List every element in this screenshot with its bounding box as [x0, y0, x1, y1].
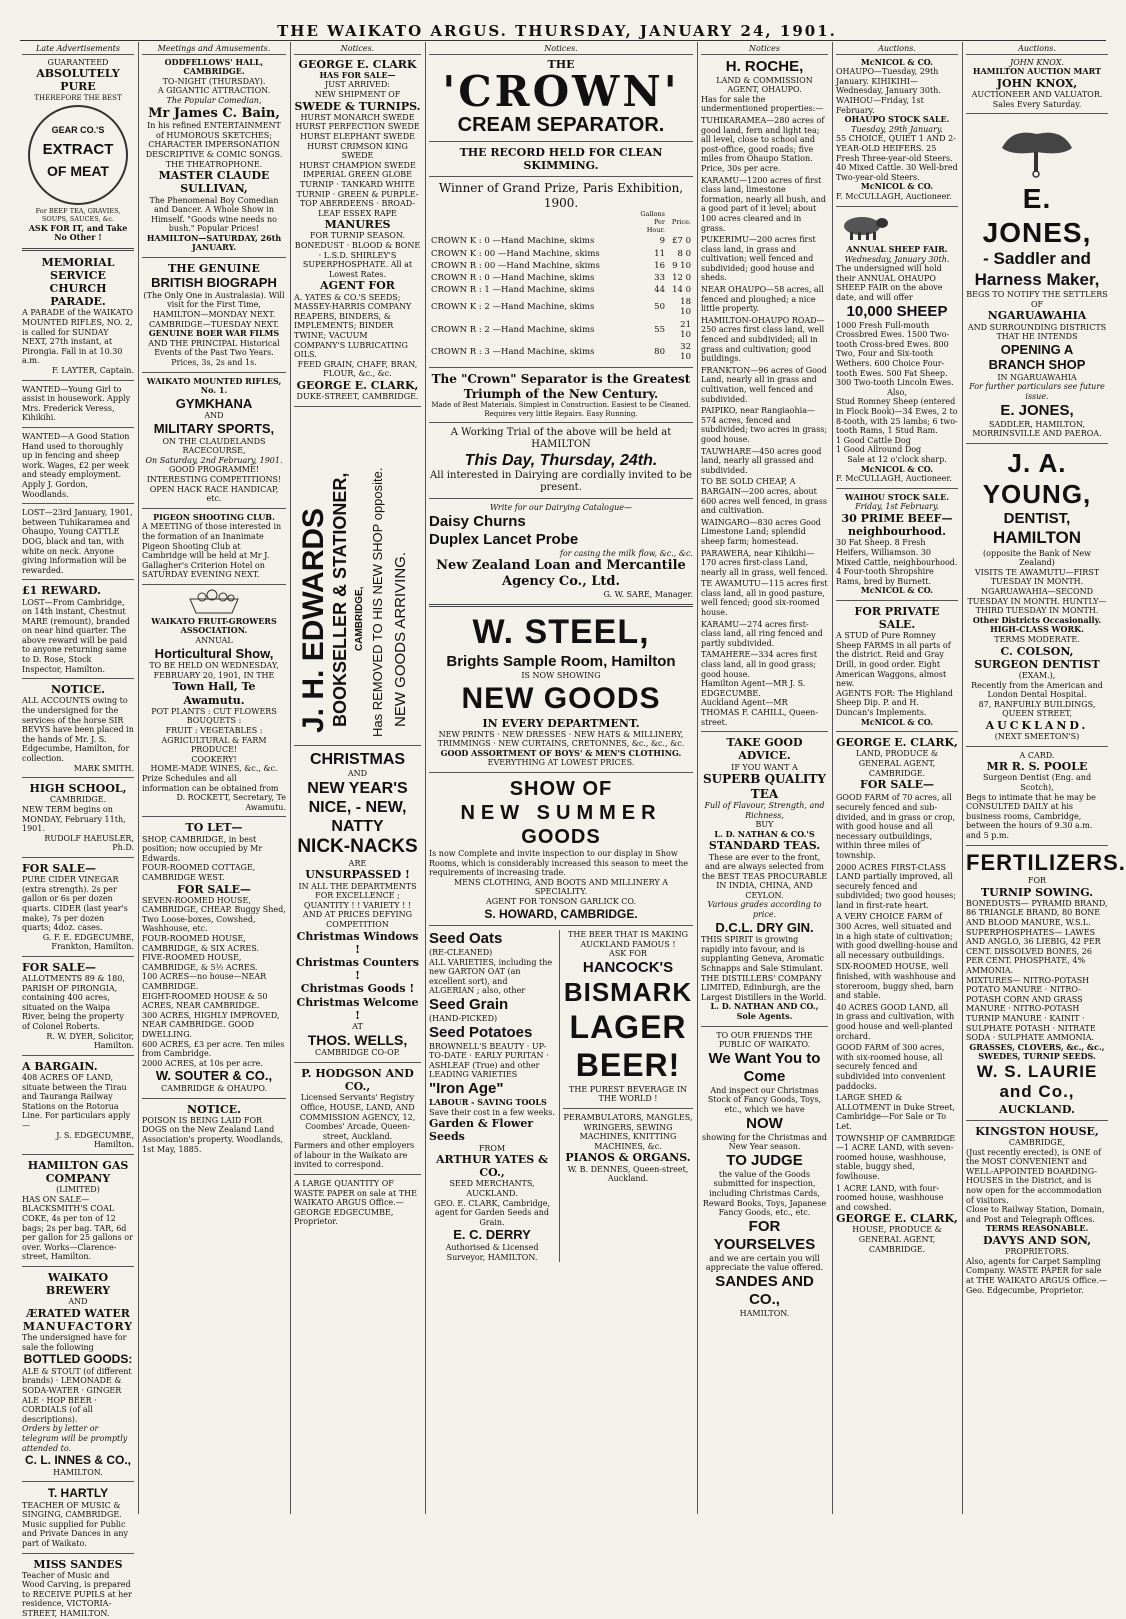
sale-item: 600 ACRES, £3 per acre. Ten miles from Cambridge.	[142, 1039, 285, 1059]
sale-item: 100 ACRES—no house—NEAR CAMBRIDGE.	[142, 972, 267, 992]
column-6: Auctions. McNICOL & CO. OHAUPO—Tuesday, 29th January. KIHIKIHI—Wednesday, January 30th. WAIHOU—Friday, 1st February. OHAUPO STOCK SALE. Tuesday, 29th January. 55 CHOICE, QUIET 1 AND 2-YEAR-OLD HEIFERS. 25 Fresh Three-year-old Steers. 40 Mixed Cattle. 30 Well-bred Two-year-old Steers. McNICOL & CO. F. McCULLAGH, Auctioneer. ANNUAL SHEEP FAIR. Wednesday, January 30th. The undersigned will hold their ANNUAL OHAUPO SHEEP FAIR on the above date, and will offer 10,000 SHEEP 1000 Fresh Full-mouth Crossbred Ewes. 1500 Two-tooth Cross-bred Ewes. 800 Two, Four and Six-tooth Wethers. 600 Choice Four-tooth Ewes. 500 Fat Sheep. 300 Two-tooth Lincoln Ewes. Also, Stud Romney Sheep (entered in Flock Book)—34 Ewes, 2 to 8-tooth, with 25 lambs; 6 two-tooth Rams, 1 Stud Ram. 1 Good Cattle Dog 1 Good Allround Dog Sale at 12 o'clock sharp. McNICOL & CO. F. McCULLAGH, Auctioneer. WAIHOU STOCK SALE. Friday, 1st February. 30 PRIME BEEF—neighbourhood. 30 Fat Sheep. 8 Fresh Heifers, Williamson. 30 Mixed Cattle, neighbourhood. 4 Four-tooth Shropshire Rams, bred by Burnett. McNICOL & CO. FOR PRIVATE SALE. A STUD of Pure Romney Sheep FARMS in all parts of the district. Reid and Gray Drill, in good order. Eight American Waggons, almost new. AGENTS FOR: The Highland Sheep Dip. P. and H. Duncan's Implements. McNICOL & CO. GEORGE E. CLARK, LAND, PRODUCE & GENERAL AGENT, CAMBRIDGE. FOR SALE— GOOD FARM of 70 acres, all securely fenced and sub-divided, and in grass or crop, with good house and all necessary outbuildings, within three miles of township. 2000 ACRES FIRST-CLASS LAND partially improved, all securely fenced and subdivided; two good houses; land in first-rate heart. A VERY CHOICE FARM of 300 Acres, well situated and in a high state of cultivation; with good dwelling-house and all necessary outbuildings. SIX-ROOMED HOUSE, well finished, with washhouse and storeroom, buggy shed, barn and stable. 40 ACRES GOOD LAND, all in grass and cultivation, with good house and well-planted orchard. GOOD FARM of 300 acres, with six-roomed house, all securely fenced and subdivided into convenient paddocks. LARGE SHED & ALLOTMENT in Duke Street, Cambridge—For Sale or To Let. TOWNSHIP OF CAMBRIDGE—1 ACRE LAND, with seven-roomed house, washhouse, stable, buggy shed, fowlhouse. 1 ACRE LAND, with four-roomed house, washhouse and cowshed. GEORGE E. CLARK, HOUSE, PRODUCE & GENERAL AGENT, CAMBRIDGE.	[836, 44, 958, 1254]
sale-item: 2000 ACRES FIRST-CLASS LAND partially improved, all securely fenced and subdivided; two good houses; land in first-rate heart.	[836, 862, 956, 910]
hancock-ad: THE BEER THAT IS MAKING AUCKLAND FAMOUS ! ASK FOR HANCOCK'S BISMARK LAGER BEER! THE PUREST BEVERAGE IN THE WORLD ! PERAMBULATORS, MANGLES, WRINGERS, SEWING MACHINES, KNITTING MACHINES, &c. PIANOS & ORGANS. W. B. DENNES, Queen-street, Auckland.	[559, 930, 693, 1262]
column-rule	[425, 42, 426, 1514]
column-header: Notices.	[294, 44, 421, 55]
column-5: Notices H. ROCHE, LAND & COMMISSION AGENT, OHAUPO. Has for sale the undermentioned properties:— TUHIKARAMEA—280 acres of good land, fern and light tea; all level, close to school and post-office, good roads; five miles from Ohaupo Station. Price, 30s per acre. KARAMU—1200 acres of first class land, limestone formation, nearly all bush, and a good part of it level; about 100 acres cleared and in grass. PUKERIMU—200 acres first class land, in grass and cultivation; well fenced and subdivided; good house and sheds. NEAR OHAUPO—58 acres, all fenced and ploughed; a nice little property. HAMILTON-OHAUPO ROAD—250 acres first class land, well fenced and subdivided; all in grass and cultivation; good buildings. FRANKTON—96 acres of Good Land, nearly all in grass and cultivation, well fenced and subdivided. PAIPIKO, near Rangiaohia—574 acres, fenced and subdivided; two acres in grass; good house. TAUWHARE—450 acres good land, nearly all grassed and subdivided. TO BE SOLD CHEAP, A BARGAIN—200 acres, about 600 acres well fenced, in grass and cultivation. WAINGARO—830 acres Good Limestone Land; splendid sheep farm; homestead. PARAWERA, near Kihikihi—170 acres first-class Land, nearly all in grass, well fenced. TE AWAMUTU—115 acres first class land, all in good pasture, well fenced; good six-roomed house. KARAMU—274 acres first-class land, all ring fenced and partly subdivided. TAMAHERE—334 acres first class land, all in good grass; good house. Hamilton Agent—MR J. S. EDGECUMBE. Auckland Agent—MR THOMAS F. CAHILL, Queen-street. TAKE GOOD ADVICE. IF YOU WANT A SUPERB QUALITY TEA Full of Flavour, Strength, and Richness, BUY L. D. NATHAN & CO.'S STANDARD TEAS. These are ever to the front, and are always selected from the BEST TEAS PROCURABLE IN INDIA, CHINA, AND CEYLON. Various grades according to price. D.C.L. DRY GIN. THIS SPIRIT is growing rapidly into favour, and is supplanting Geneva, Aromatic Schnapps and Sale Stimulant. THE DISTILLERS' COMPANY LIMITED, Edinburgh, are the Largest Distillers in the World. L. D. NATHAN AND CO., Sole Agents. TO OUR FRIENDS THE PUBLIC OF WAIKATO. We Want You to Come And inspect our Christmas Stock of Fancy Goods, Toys, etc., which we have NOW showing for the Christmas and New Year season. TO JUDGE the value of the Goods submitted for inspection, including Christmas Cards, Reward Books, Toys, Japanese Fancy Goods, etc., etc. FOR YOURSELVES and we are certain you will appreciate the value offered. SANDES AND CO., HAMILTON.	[701, 44, 828, 1318]
property-listing: TE AWAMUTU—115 acres first class land, all in good pasture, well fenced; good six-roomed house.	[701, 579, 828, 618]
sale-item: 1 ACRE LAND, with four-roomed house, washhouse and cowshed.	[836, 1183, 944, 1212]
column-header: Notices	[701, 44, 828, 55]
column-4: Notices. THE 'CROWN' CREAM SEPARATOR. THE RECORD HELD FOR CLEAN SKIMMING. Winner of Grand Prize, Paris Exhibition, 1900. Gallons Per Hour. Price. CROWN K : 0 —Hand Machine, skims 9 £7 0 CROWN K : 00 —Hand Machine, skims 11 8 0 CROWN R : 00 —Hand Machine, skims 16 9 10 CROWN R : 0 —Hand Machine, skims 33 12 0 CROWN R : 1 —Hand Machine, skims 44 14 0 CROWN K : 2 —Hand Machine, skims 50 18 10 CROWN R : 2 —Hand Machine, skims 55 21 10 CROWN R : 3 —Hand Machine, skims 80 32 10 The "Crown" Separator is the Greatest Triumph of the New Century. Made of Best Materials. Simplest in Construction. Easiest to be Cleaned. Requires very little Repairs. Easy Running. A Working Trial of the above will be held at HAMILTON This Day, Thursday, 24th. All interested in Dairying are cordially invited to be present. Write for our Dairying Catalogue— Daisy Churns Duplex Lancet Probe for casing the milk flow, &c., &c. New Zealand Loan and Mercantile Agency Co., Ltd. G. W. SARE, Manager. W. STEEL, Brights Sample Room, Hamilton IS NOW SHOWING NEW GOODS IN EVERY DEPARTMENT. NEW PRINTS · NEW DRESSES · NEW HATS & MILLINERY, TRIMMINGS · NEW CURTAINS, CRETONNES, &c., &c., &c. GOOD ASSORTMENT OF BOYS' & MEN'S CLOTHING. EVERYTHING AT LOWEST PRICES. SHOW OF NEW SUMMER GOODS Is now Complete and invite inspection to our display in Show Rooms, which is considerably increased this season to meet the requirements of increasing trade. MENS CLOTHING, AND BOOTS AND MILLINERY A SPECIALITY. AGENT FOR TONSON GARLICK CO. S. HOWARD, CAMBRIDGE. Seed Oats (RE-CLEANED) ALL VARIETIES, including the new GARTON OAT (an excellent sort), and ALGERIAN ; also, other Seed Grain (HAND-PICKED) Seed Potatoes BROWNELL'S BEAUTY · UP-TO-DATE · EARLY PURITAN · ASHLEAF (True) and other LEADING VARIETIES "Iron Age" LABOUR - SAVING TOOLS Save their cost in a few weeks. Garden & Flower Seeds FROM ARTHUR YATES & CO., SEED MERCHANTS, AUCKLAND. GEO. E. CLARK, Cambridge, agent for Garden Seeds and Grain. E. C. DERRY Authorised & Licensed Surveyor, HAMILTON. THE BEER THAT IS MAKING AUCKLAND FAMOUS ! ASK FOR HANCOCK'S BISMARK LAGER BEER! THE PUREST BEVERAGE IN THE WORLD ! PERAMBULATORS, MANGLES, WRINGERS, SEWING MACHINES, KNITTING MACHINES, &c. PIANOS & ORGANS. W. B. DENNES, Queen-street, Auckland.	[429, 44, 693, 1262]
sale-item: LARGE SHED & ALLOTMENT in Duke Street, Cambridge—For Sale or To Let.	[836, 1093, 955, 1131]
top-rule	[20, 40, 1106, 41]
column-header: Notices.	[429, 44, 693, 55]
column-rule	[290, 42, 291, 1514]
sale-item: EIGHT-ROOMED HOUSE & 50 ACRES, NEAR CAMBRIDGE.	[142, 991, 268, 1011]
property-listing: TUHIKARAMEA—280 acres of good land, fern and light tea; all level, close to school and post-office, good roads; five miles from Ohaupo Station. Price, 30s per acre.	[701, 115, 825, 173]
sale-item: SIX-ROOMED HOUSE, well finished, with washhouse and storeroom, buggy shed, barn and stable.	[836, 962, 956, 1001]
property-listing: TO BE SOLD CHEAP, A BARGAIN—200 acres, about 600 acres well fenced, in grass and cultivation.	[701, 477, 827, 516]
masthead: THE WAIKATO ARGUS. THURSDAY, JANUARY 24, 1901.	[277, 22, 837, 40]
column-3: Notices. GEORGE E. CLARK HAS FOR SALE— JUST ARRIVED: NEW SHIPMENT OF SWEDE & TURNIPS. HURST MONARCH SWEDE HURST PERFECTION SWEDE HURST ELEPHANT SWEDE HURST CRIMSON KING SWEDE HURST CHAMPION SWEDE IMPERIAL GREEN GLOBE TURNIP · TANKARD WHITE TURNIP · GREEN & PURPLE-TOP ABERDEENS · BROAD-LEAF ESSEX RAPE MANURES FOR TURNIP SEASON. BONEDUST · BLOOD & BONE · L.S.D. SHIRLEY'S SUPERPHOSPHATE. All at Lowest Rates. AGENT FOR A. YATES & CO.'S SEEDS; MASSEY-HARRIS COMPANY REAPERS, BINDERS, & IMPLEMENTS; BINDER TWINE; VACUUM COMPANY'S LUBRICATING OILS. FEED GRAIN, CHAFF, BRAN, FLOUR, &c., &c. GEORGE E. CLARK, DUKE-STREET, CAMBRIDGE. J. H. EDWARDS BOOKSELLER & STATIONER, CAMBRIDGE, Has REMOVED TO HIS NEW SHOP opposite. NEW GOODS ARRIVING. CHRISTMAS AND NEW YEAR'S NICE, - NEW, NATTY NICK-NACKS ARE UNSURPASSED ! IN ALL THE DEPARTMENTS FOR EXCELLENCE ; QUANTITY ! ! VARIETY ! ! AND AT PRICES DEFYING COMPETITION Christmas Windows ! Christmas Counters ! Christmas Goods ! Christmas Welcome ! AT THOS. WELLS, CAMBRIDGE CO-OP. P. HODGSON AND CO., Licensed Servants' Registry Office, HOUSE, LAND, AND COMMISSION AGENCY, 12, Coombes' Arcade, Queen-street, Auckland. Farmers and other employers of labour in the Waikato are invited to correspond. A LARGE QUANTITY OF WASTE PAPER on sale at THE WAIKATO ARGUS Office.—GEORGE EDGECUMBE, Proprietor.	[294, 44, 421, 1227]
property-listing: HAMILTON-OHAUPO ROAD—250 acres first class land, well fenced and subdivided; all in grass and cultivation; good buildings.	[701, 315, 825, 364]
reward-title: £1 REWARD.	[22, 584, 101, 598]
table-row: CROWN R : 00 —Hand Machine, skims 16 9 10	[431, 260, 691, 271]
column-header: Late Advertisements	[22, 44, 134, 55]
table-row: CROWN R : 3 —Hand Machine, skims 80 32 10	[431, 342, 691, 363]
property-listing: WAINGARO—830 acres Good Limestone Land; splendid sheep farm; homestead.	[701, 517, 821, 546]
crown-ad: THE 'CROWN' CREAM SEPARATOR. THE RECORD HELD FOR CLEAN SKIMMING. Winner of Grand Prize, Paris Exhibition, 1900.	[429, 58, 693, 210]
column-1: Late Advertisements GUARANTEED ABSOLUTELY PURE THEREFORE THE BEST GEAR CO.'S EXTRACT OF MEAT For BEEF TEA, GRAVIES, SOUPS, SAUCES, &c. ASK FOR IT, and Take No Other ! MEMORIAL SERVICE CHURCH PARADE. A PARADE of the WAIKATO MOUNTED RIFLES, NO. 2, is called for SUNDAY NEXT, 27th instant, at Pirongia. Fall in at 10.30 a.m. F. LAYTER, Captain. WANTED—Young Girl to assist in housework. Apply Mrs. Frederick Veress, Kihikihi. WANTED—A Good Station Hand used to thoroughly up in fencing and sheep work. Wages, £2 per week and steady employment. Apply J. Gordon, Woodlands. LOST—23rd January, 1901, between Tuhikaramea and Ohaupo, Young CATTLE DOG, black and tan, with white on neck. Anyone giving information will be rewarded. £1 REWARD. LOST—From Cambridge, on 14th instant, Chestnut MARE (remount), branded on near hind quarter. The above reward will be paid to anyone returning same to D. Rose, Stock Inspector, Hamilton. NOTICE. ALL ACCOUNTS owing to the undersigned for the services of the horse SIR BEVYS have been placed in the hands of Mr. J. S. Edgecumbe, Hamilton, for collection. MARK SMITH. HIGH SCHOOL, CAMBRIDGE. NEW TERM begins on MONDAY, February 11th, 1901. RUDOLF HAEUSLER, Ph.D. FOR SALE— PURE CIDER VINEGAR (extra strength). 2s per gallon or 6s per dozen quarts. CIDER (last year's make), 7s per dozen quarts; 4doz. cases. G. F. E. EDGECUMBE, Frankton, Hamilton. FOR SALE— ALLOTMENTS 89 & 180, PARISH OF PIRONGIA, containing 400 acres, situated on the Waipa River, being the property of Colonel Roberts. R. W. DYER, Solicitor, Hamilton. A BARGAIN. 408 ACRES OF LAND, situate between the Tirau and Tauranga Railway Stations on the Rotorua Line. For particulars apply— J. S. EDGECUMBE, Hamilton. HAMILTON GAS COMPANY (LIMITED) HAS ON SALE— BLACKSMITH'S COAL COKE, 4s per ton of 12 bags; 2s per bag. TAR, 6d per gallon for 25 gallons or over. Works—Clarence-street, Hamilton. WAIKATO BREWERY AND ÆRATED WATER MANUFACTORY The undersigned have for sale the following BOTTLED GOODS: ALE & STOUT (of different brands) · LEMONADE & SODA-WATER · GINGER ALE · HOP BEER · CORDIALS (of all descriptions). Orders by letter or telegram will be promptly attended to. C. L. INNES & CO., HAMILTON. T. HARTLY TEACHER OF MUSIC & SINGING, CAMBRIDGE. Music supplied for Public and Private Dances in any part of Waikato. MISS SANDES Teacher of Music and Wood Carving, is prepared to RECEIVE PUPILS at her residence, VICTORIA-STREET, HAMILTON.	[22, 44, 134, 1619]
property-listing: PAIPIKO, near Rangiaohia—574 acres, fenced and subdivided; two acres in grass; good house.	[701, 406, 828, 444]
property-listing: KARAMU—1200 acres of first class land, limestone formation, nearly all bush, and a good part of it level; about 100 acres cleared and in grass.	[701, 175, 826, 233]
tolet-item: FOUR-ROOMED COTTAGE, CAMBRIDGE WEST.	[142, 863, 256, 882]
property-listing: PUKERIMU—200 acres first class land, in grass and cultivation; well fenced and subdivided; good house and sheds.	[701, 235, 816, 283]
yates-ad: Seed Oats (RE-CLEANED) ALL VARIETIES, including the new GARTON OAT (an excellent sort), and ALGERIAN ; also, other Seed Grain (HAND-PICKED) Seed Potatoes BROWNELL'S BEAUTY · UP-TO-DATE · EARLY PURITAN · ASHLEAF (True) and other LEADING VARIETIES "Iron Age" LABOUR - SAVING TOOLS Save their cost in a few weeks. Garden & Flower Seeds FROM ARTHUR YATES & CO., SEED MERCHANTS, AUCKLAND. GEO. E. CLARK, Cambridge, agent for Garden Seeds and Grain. E. C. DERRY Authorised & Licensed Surveyor, HAMILTON.	[429, 930, 555, 1262]
edwards-vertical-ad: J. H. EDWARDS BOOKSELLER & STATIONER, CAMBRIDGE, Has REMOVED TO HIS NEW SHOP opposite. NEW GOODS ARRIVING.	[297, 467, 409, 737]
sale-item: GOOD FARM of 70 acres, all securely fenced and sub-divided, and in grass or crop, with good house and all necessary outbuildings, within three miles of township.	[836, 793, 956, 860]
sale-item: FOUR-ROOMED HOUSE, CAMBRIDGE, & SIX ACRES.	[142, 934, 259, 953]
property-listing: FRANKTON—96 acres of Good Land, nearly all in grass and cultivation, well fenced and subdivided.	[701, 365, 827, 404]
column-rule	[697, 42, 698, 1514]
column-header: Meetings and Amusements.	[142, 44, 286, 55]
sale-item: GOOD FARM of 300 acres, with six-roomed house, all securely fenced and subdivided into convenient paddocks.	[836, 1043, 946, 1091]
column-header: Auctions.	[966, 44, 1108, 55]
sale-item: TOWNSHIP OF CAMBRIDGE—1 ACRE LAND, with seven-roomed house, washhouse, stable, buggy shed, fowlhouse.	[836, 1133, 956, 1181]
sale-item: 40 ACRES GOOD LAND, all in grass and cultivation, with good house and well-planted orchard.	[836, 1002, 955, 1041]
wanted-ad: WANTED—Young Girl to assist in housework. Apply Mrs. Frederick Veress, Kihikihi.	[22, 384, 131, 423]
property-listing: PARAWERA, near Kihikihi—170 acres first-class Land, nearly all in grass, well fenced.	[701, 548, 828, 577]
table-row: CROWN R : 2 —Hand Machine, skims 55 21 10	[431, 319, 691, 340]
sheep-icon	[836, 213, 892, 241]
gear-ad: GUARANTEED ABSOLUTELY PURE THEREFORE THE BEST GEAR CO.'S EXTRACT OF MEAT For BEEF TEA, GRAVIES, SOUPS, SAUCES, &c. ASK FOR IT, and Take No Other !	[28, 57, 128, 243]
crown-price-table: Gallons Per Hour. Price. CROWN K : 0 —Hand Machine, skims 9 £7 0 CROWN K : 00 —Hand Machine, skims 11 8 0 CROWN R : 00 —Hand Machine, skims 16 9 10 CROWN R : 0 —Hand Machine, skims 33 12 0 CROWN R : 1 —Hand Machine, skims 44 14 0 CROWN K : 2 —Hand Machine, skims 50 18 10 CROWN R : 2 —Hand Machine, skims 55 21 10 CROWN R : 3 —Hand Machine, skims 80 32 10	[431, 209, 691, 363]
table-row: CROWN K : 0 —Hand Machine, skims 9 £7 0	[431, 236, 691, 247]
memorial-title: MEMORIAL SERVICE	[41, 255, 115, 282]
gear-extract-stamp-icon: GEAR CO.'S EXTRACT OF MEAT	[28, 105, 128, 205]
property-listing: KARAMU—274 acres first-class land, all ring fenced and partly subdivided.	[701, 619, 823, 648]
saddle-icon	[992, 118, 1082, 178]
column-rule	[962, 42, 963, 1514]
sale-item: SEVEN-ROOMED HOUSE, CAMBRIDGE, CHEAP. Buggy Shed, Two Loose-boxes, Cowshed, Washhouse, etc.	[142, 895, 286, 934]
property-listing: TAMAHERE—334 acres first class land, all in good grass; good house.	[701, 650, 818, 679]
column-7: Auctions. JOHN KNOX. HAMILTON AUCTION MART JOHN KNOX, AUCTIONEER AND VALUATOR. Sales Every Saturday. E. JONES, - Saddler and Harness Maker, BEGS TO NOTIFY THE SETTLERS OF NGARUAWAHIA AND SURROUNDING DISTRICTS THAT HE INTENDS OPENING A BRANCH SHOP IN NGARUAWAHIA For further particulars see future issue. E. JONES, SADDLER, HAMILTON, MORRINSVILLE AND PAEROA. J. A. YOUNG, DENTIST, HAMILTON (opposite the Bank of New Zealand) VISITS TE AWAMUTU—FIRST TUESDAY IN MONTH. NGARUAWAHIA—SECOND TUESDAY IN MONTH. HUNTLY—THIRD TUESDAY IN MONTH. Other Districts Occasionally. HIGH-CLASS WORK. TERMS MODERATE. C. COLSON, SURGEON DENTIST (EXAM.), Recently from the American and London Dental Hospital. 87, RANFURLY BUILDINGS, QUEEN STREET, AUCKLAND. (NEXT SMEETON'S) A CARD. MR R. S. POOLE Surgeon Dentist (Eng. and Scotch), Begs to intimate that he may be CONSULTED DAILY at his business rooms, Cambridge, between the hours of 9.30 a.m. and 5 p.m. FERTILIZERS. FOR TURNIP SOWING. BONEDUSTS— PYRAMID BRAND, 86 TRIANGLE BRAND, 80 BONE AND BLOOD MANURE, W.S.L. SUPERPHOSPHATES— LAWES AND ANGLO, 36 LIEBIG, 42 PER CENT. DISSOLVED BONES, 26 PER CENT. PHOSPHATE, 4% AMMONIA. MIXTURES— NITRO-POTASH POTATO MANURE · NITRO-POTASH CORN AND GRASS MANURE · NITRO-POTASH TURNIP MANURE · KAINIT · SULPHATE POTASH · NITRATE SODA · SULPHATE AMMONIA. GRASSES, CLOVERS, &c., &c., SWEDES, TURNIP SEEDS. W. S. LAURIE and Co., AUCKLAND. KINGSTON HOUSE, CAMBRIDGE, (Just recently erected), is ONE of the MOST CONVENIENT and WELL-APPOINTED BOARDING-HOUSES in the District, and is now open for the accommodation of visitors. Close to Railway Station, Domain, and Post and Telegraph Offices. TERMS REASONABLE. DAVYS AND SON, PROPRIETORS. Also, agents for Carpet Sampling Company. WASTE PAPER for sale at THE WAIKATO ARGUS Office.—Geo. Edgecumbe, Proprietor.	[966, 44, 1126, 1295]
tolet-item: SHOP, CAMBRIDGE, in best position; now occupied by Mr Edwards.	[142, 834, 263, 863]
table-row: CROWN R : 1 —Hand Machine, skims 44 14 0	[431, 285, 691, 296]
table-row: CROWN K : 00 —Hand Machine, skims 11 8 0	[431, 248, 691, 259]
sale-item: A VERY CHOICE FARM of 300 Acres, well situated and in a high state of cultivation; with good dwelling-house and all necessary outbuildings.	[836, 912, 958, 960]
sale-item: 2000 ACRES, at 10s per acre.	[142, 1058, 263, 1068]
property-listing: TAUWHARE—450 acres good land, nearly all grassed and subdivided.	[701, 446, 822, 475]
property-listing: NEAR OHAUPO—58 acres, all fenced and ploughed; a nice little property.	[701, 285, 824, 314]
fruit-basket-icon	[184, 589, 244, 615]
column-rule	[138, 42, 139, 1514]
column-header: Auctions.	[836, 44, 958, 55]
lost-ad: LOST—23rd January, 1901, between Tuhikaramea and Ohaupo, Young CATTLE DOG, black and tan, with white on neck. Anyone giving information will be rewarded.	[22, 508, 133, 575]
table-row: CROWN K : 2 —Hand Machine, skims 50 18 10	[431, 297, 691, 318]
two-col-ads	[429, 930, 693, 1262]
wanted-ad: WANTED—A Good Station Hand used to thoroughly up in fencing and sheep work. Wages, £2 per week and steady employment. Apply J. Gordon, Woodlands.	[22, 432, 130, 499]
column-2: Meetings and Amusements. ODDFELLOWS' HALL, CAMBRIDGE. TO-NIGHT (THURSDAY). A GIGANTIC ATTRACTION. The Popular Comedian, Mr James C. Bain, In his refined ENTERTAINMENT of HUMOROUS SKETCHES; CHARACTER IMPERSONATION DESCRIPTIVE & COMIC SONGS. THE THEATROPHONE. MASTER CLAUDE SULLIVAN, The Phenomenal Boy Comedian and Dancer. A Whole Show in Himself. "Goods wine needs no bush." Popular Prices! HAMILTON—SATURDAY, 26th JANUARY. THE GENUINE BRITISH BIOGRAPH (The Only One in Australasia). Will visit for the First Time, HAMILTON—MONDAY NEXT. CAMBRIDGE—TUESDAY NEXT. GENUINE BOER WAR FILMS AND THE PRINCIPAL Historical Events of the Past Two Years. Prices, 3s, 2s and 1s. WAIKATO MOUNTED RIFLES, No. 1. GYMKHANA AND MILITARY SPORTS, ON THE CLAUDELANDS RACECOURSE, On Saturday, 2nd February, 1901. GOOD PROGRAMME! INTERESTING COMPETITIONS! OPEN HACK RACE HANDICAP, etc. PIGEON SHOOTING CLUB. A MEETING of those interested in the formation of an Inanimate Pigeon Shooting Club at Cambridge will be held at Mr J. Gallagher's Criterion Hotel on SATURDAY EVENING NEXT. WAIKATO FRUIT-GROWERS ASSOCIATION. ANNUAL Horticultural Show, TO BE HELD ON WEDNESDAY, FEBRUARY 20, 1901, IN THE Town Hall, Te Awamutu. POT PLANTS : CUT FLOWERS BOUQUETS : FRUIT : VEGETABLES : AGRICULTURAL & FARM PRODUCE! COOKERY! HOME-MADE WINES, &c., &c. Prize Schedules and all information can be obtained from D. ROCKETT, Secretary, Te Awamutu. TO LET— SHOP, CAMBRIDGE, in best position; now occupied by Mr Edwards. FOUR-ROOMED COTTAGE, CAMBRIDGE WEST. FOR SALE— SEVEN-ROOMED HOUSE, CAMBRIDGE, CHEAP. Buggy Shed, Two Loose-boxes, Cowshed, Washhouse, etc. FOUR-ROOMED HOUSE, CAMBRIDGE, & SIX ACRES. FIVE-ROOMED HOUSE, CAMBRIDGE, & 5½ ACRES. 100 ACRES—no house—NEAR CAMBRIDGE. EIGHT-ROOMED HOUSE & 50 ACRES, NEAR CAMBRIDGE. 300 ACRES, HIGHLY IMPROVED, NEAR CAMBRIDGE. GOOD DWELLING. 600 ACRES, £3 per acre. Ten miles from Cambridge. 2000 ACRES, at 10s per acre. W. SOUTER & CO., CAMBRIDGE & OHAUPO. NOTICE. POISON IS BEING LAID FOR DOGS on the New Zealand Land Association's property. Woodlands, 1st May, 1885.	[142, 44, 286, 1154]
column-rule	[832, 42, 833, 1514]
sale-item: FIVE-ROOMED HOUSE, CAMBRIDGE, & 5½ ACRES.	[142, 953, 258, 972]
table-row: CROWN R : 0 —Hand Machine, skims 33 12 0	[431, 272, 691, 283]
sale-item: 300 ACRES, HIGHLY IMPROVED, NEAR CAMBRIDGE. GOOD DWELLING.	[142, 1010, 280, 1039]
